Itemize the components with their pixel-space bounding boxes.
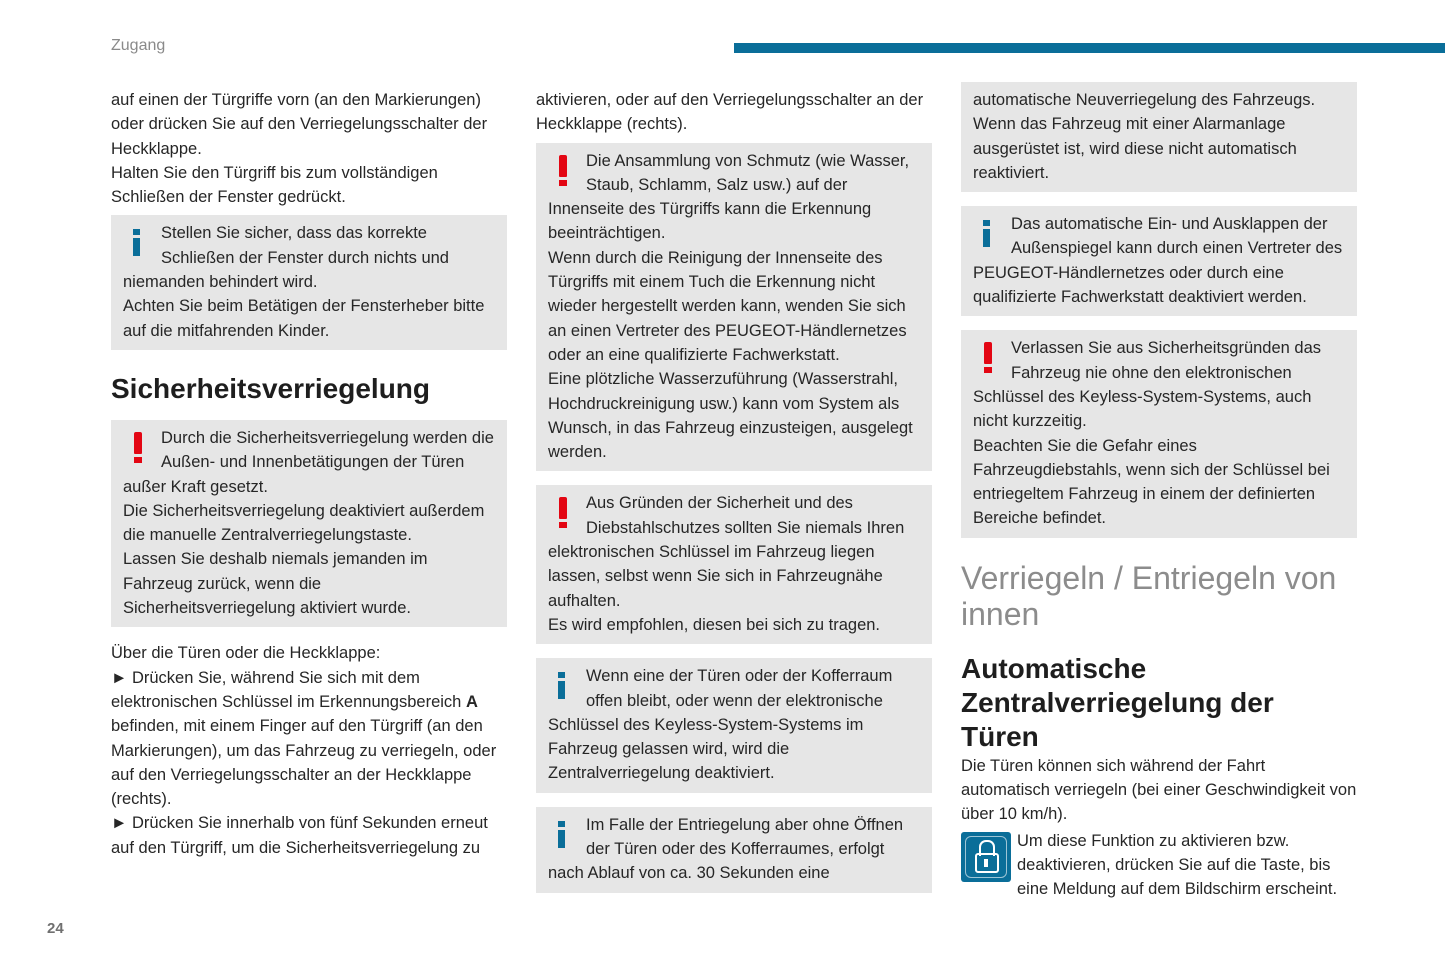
chapter-title: Verriegeln / Entriegeln von innen — [961, 559, 1337, 632]
info-text: Wenn eine der Türen oder der Kofferraum offen bleibt, oder wenn der elektronische Schlüssel des Keyless-System-Systems im Fahrzeug gelassen wird, wird die Zentralverriegelung deaktiviert. — [548, 667, 893, 783]
step-text: befinden, mit einem Finger auf den Türgriff (an den Markierungen), um das Fahrzeug zu verriegeln, oder auf den Verriegelungsschalter an der Heckklappe (rechts). — [111, 717, 497, 809]
warning-text: Lassen Sie deshalb niemals jemanden im Fahrzeug zurück, wenn die Sicherheitsverriegelung aktiviert wurde. — [123, 550, 428, 618]
lock-instruction — [961, 829, 1357, 902]
info-icon — [123, 221, 161, 263]
warning-text: Es wird empfohlen, diesen bei sich zu tragen. — [548, 615, 881, 634]
info-text: Das automatische Ein- und Ausklappen der Außenspiegel kann durch einen Vertreter des PEUGEOT-Händlernetzes oder durch eine qualifizierte Fachwerkstatt deaktiviert werden. — [973, 215, 1343, 307]
section-header: Zugang — [111, 37, 166, 54]
info-box — [111, 215, 507, 349]
lock-text: Um diese Funktion zu aktivieren bzw. deaktivieren, drücken Sie auf die Taste, bis eine Meldung auf dem Bildschirm erscheint. — [1017, 831, 1338, 899]
warning-text: Verlassen Sie aus Sicherheitsgründen das Fahrzeug nie ohne den elektronischen Schlüssel des Keyless-System-Systems, auch nicht kurzzeitig. — [973, 339, 1322, 431]
header-accent-bar — [734, 43, 1445, 53]
paragraph: Über die Türen oder die Heckklappe: — [111, 644, 381, 663]
info-text: Stellen Sie sicher, dass das korrekte Schließen der Fenster durch nichts und niemanden behindert wird. — [123, 224, 449, 292]
step-text: Drücken Sie innerhalb von fünf Sekunden erneut auf den Türgriff, um die Sicherheitsverriegelung zu — [111, 814, 488, 857]
info-text: Im Falle der Entriegelung aber ohne Öffnen der Türen oder des Kofferraumes, erfolgt nach Ablauf von ca. 30 Sekunden eine — [548, 815, 904, 883]
info-box — [536, 658, 932, 792]
section-title: Automatische Zentralverriegelung der Türen — [961, 652, 1274, 752]
step-item — [111, 666, 507, 812]
paragraph: Die Türen können sich während der Fahrt automatisch verriegeln (bei einer Geschwindigkeit von über 10 km/h). — [961, 756, 1357, 824]
warning-box — [536, 143, 932, 472]
column-2 — [536, 88, 932, 907]
warning-box — [536, 485, 932, 644]
paragraph: aktivieren, oder auf den Verriegelungsschalter an der Heckklappe (rechts). — [536, 91, 924, 134]
info-text: Achten Sie beim Betätigen der Fensterheber bitte auf die mitfahrenden Kinder. — [123, 297, 485, 340]
step-item — [111, 811, 507, 860]
warning-box — [961, 330, 1357, 537]
warning-icon — [123, 426, 161, 468]
warning-box — [111, 420, 507, 627]
paragraph: Halten Sie den Türgriff bis zum vollständigen Schließen der Fenster gedrückt. — [111, 163, 438, 207]
warning-text: Durch die Sicherheitsverriegelung werden die Außen- und Innenbetätigungen der Türen außer Kraft gesetzt. — [123, 428, 494, 496]
warning-icon — [548, 491, 586, 533]
warning-text: Aus Gründen der Sicherheit und des Diebstahlschutzes sollten Sie niemals Ihren elektronischen Schlüssel im Fahrzeug liegen lassen, selbst wenn Sie sich in Fahrzeugnähe aufhalten. — [548, 494, 905, 610]
lock-button-icon — [961, 832, 1011, 882]
warning-icon — [973, 336, 1011, 378]
warning-icon — [548, 149, 586, 191]
section-title: Sicherheitsverriegelung — [111, 372, 431, 404]
bullet-arrow-icon: ► — [111, 668, 128, 687]
page-number: 24 — [47, 920, 64, 937]
info-text: Wenn das Fahrzeug mit einer Alarmanlage ausgerüstet ist, wird diese nicht automatisch reaktiviert. — [973, 115, 1297, 182]
warning-text: Beachten Sie die Gefahr eines Fahrzeugdiebstahls, wenn sich der Schlüssel bei entriegeltem Fahrzeug in einem der definierten Bereiche befindet. — [973, 436, 1330, 528]
column-1 — [111, 88, 507, 860]
step-text: Drücken Sie, während Sie sich mit dem elektronischen Schlüssel im Erkennungsbereich — [111, 668, 466, 711]
warning-text: Die Ansammlung von Schmutz (wie Wasser, Staub, Schlamm, Salz usw.) auf der Innenseite des Türgriffs kann die Erkennung beeinträchtigen. — [548, 151, 910, 243]
info-icon — [548, 664, 586, 706]
info-icon — [973, 212, 1011, 254]
info-icon — [548, 813, 586, 855]
info-box — [961, 206, 1357, 316]
paragraph: auf einen der Türgriffe vorn (an den Markierungen) oder drücken Sie auf den Verriegelungsschalter der Heckklappe. — [111, 91, 488, 158]
warning-text: Wenn durch die Reinigung der Innenseite des Türgriffs mit einem Tuch die Erkennung nicht wieder hergestellt werden kann, wenden Sie sich an einen Vertreter des PEUGEOT-Händlernetzes oder an eine qualifizierte Fachwerkstatt. — [548, 248, 907, 364]
continued-info-box — [961, 82, 1357, 192]
bullet-arrow-icon: ► — [111, 814, 128, 833]
warning-text: Eine plötzliche Wasserzuführung (Wasserstrahl, Hochdruckreinigung usw.) kann vom System als Wunsch, in das Fahrzeug einzusteigen, ausgelegt werden. — [548, 370, 913, 462]
warning-text: Die Sicherheitsverriegelung deaktiviert außerdem die manuelle Zentralverriegelungstaste. — [123, 501, 485, 545]
zone-label: A — [465, 692, 478, 711]
info-box — [536, 807, 932, 893]
info-text: automatische Neuverriegelung des Fahrzeugs. — [973, 91, 1316, 109]
column-3 — [961, 82, 1357, 902]
